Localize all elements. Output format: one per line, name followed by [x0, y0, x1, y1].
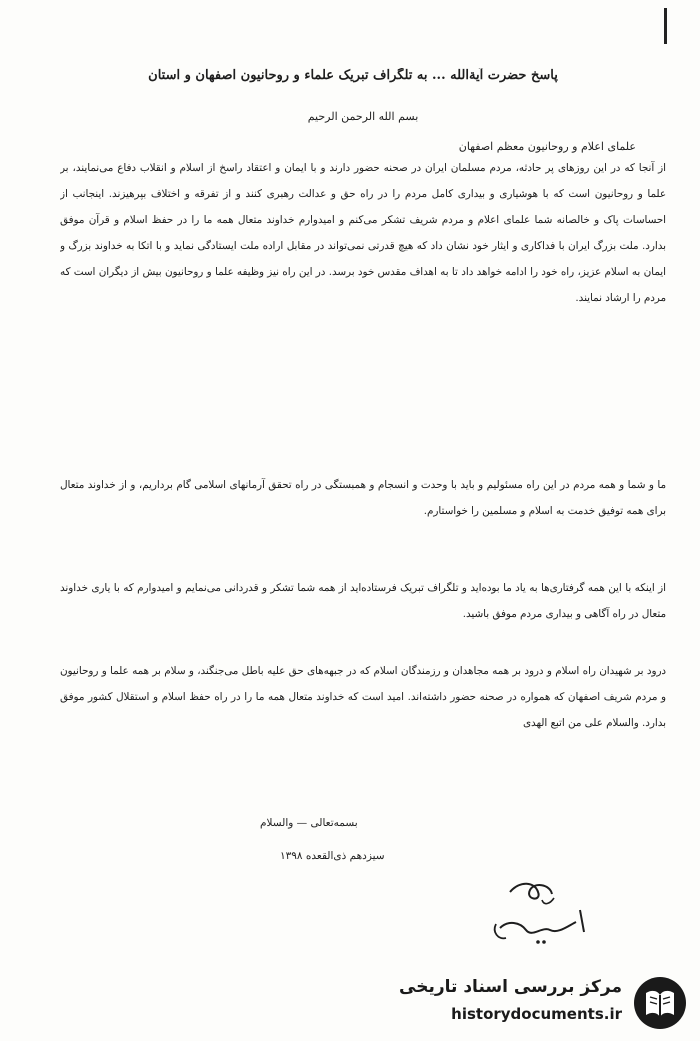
book-emblem-icon	[632, 975, 688, 1031]
paragraph-2: ما و شما و همه مردم در این راه مسئولیم و باید با وحدت و انسجام و همبستگی در راه تحقق آرمانهای اسلامی گام برداریم، و از خداوند متعال برای همه توفیق خدمت به اسلام و مسلمین را خواستارم.	[60, 479, 666, 517]
signature-icon	[480, 870, 590, 950]
paragraph-3: از اینکه با این همه گرفتاری‌ها به یاد ما بوده‌اید و تلگراف تبریک فرستاده‌اید از همه شما تشکر و قدردانی می‌نمایم و امیدوارم که با یاری خداوند متعال در راه آگاهی و بیداری مردم موفق باشید.	[60, 582, 666, 620]
date-line: سیزدهم ذی‌القعده ۱۳۹۸	[280, 850, 385, 862]
archive-watermark	[399, 973, 692, 1033]
letter-title: پاسخ حضرت آیة‌الله ... به تلگراف تبریک علماء و روحانیون اصفهان و استان	[148, 68, 558, 83]
basmala: بسم الله الرحمن الرحیم	[307, 110, 419, 123]
letter-document	[60, 60, 666, 960]
watermark-url[interactable]: historydocuments.ir	[451, 1005, 622, 1023]
paragraph-1: از آنجا که در این روزهای پر حادثه، مردم مسلمان ایران در صحنه حضور دارند و با ایمان و اعتقاد راسخ از اسلام و انقلاب دفاع می‌نمایند، بر علما و روحانیون است که با هوشیاری و بیداری کامل مردم را در راه حق و عدالت رهبری کنند و از تفرقه و اختلاف بپرهیزند. اینجانب از احساسات پاک و خالصانه شما علمای اعلام و مردم شریف تشکر می‌کنم و امیدوارم خداوند متعال همه ما را در حفظ اسلام و قرآن موفق بدارد. ملت بزرگ ایران با فداکاری و ایثار خود نشان داد که هیچ قدرتی نمی‌تواند در مقابل اراده ملت ایستادگی نماید و با اتکا به خداوند بزرگ و ایمان به اسلام عزیز، راه خود را ادامه خواهد داد تا به اهداف مقدس خود برسد. در این راه نیز وظیفه علما و روحانیون بیش از دیگران است که مردم را ارشاد نمایند.	[60, 162, 666, 304]
paragraph-4: درود بر شهیدان راه اسلام و درود بر همه مجاهدان و رزمندگان اسلام که در جبهه‌های حق علیه باطل می‌جنگند، و سلام بر همه علما و روحانیون و مردم شریف اصفهان که همواره در صحنه حضور داشته‌اند. امید است که خداوند متعال همه ما را در راه حفظ اسلام و استقلال کشور موفق بدارد. والسلام علی من اتبع الهدی	[60, 665, 666, 729]
closing-line: بسمه‌تعالی — والسلام	[260, 817, 358, 829]
salutation: علمای اعلام و روحانیون معظم اصفهان	[458, 140, 636, 153]
handwritten-signature	[480, 870, 590, 954]
watermark-persian: مرکز بررسی اسناد تاریخی	[399, 977, 622, 997]
page-edge-mark	[664, 8, 667, 44]
